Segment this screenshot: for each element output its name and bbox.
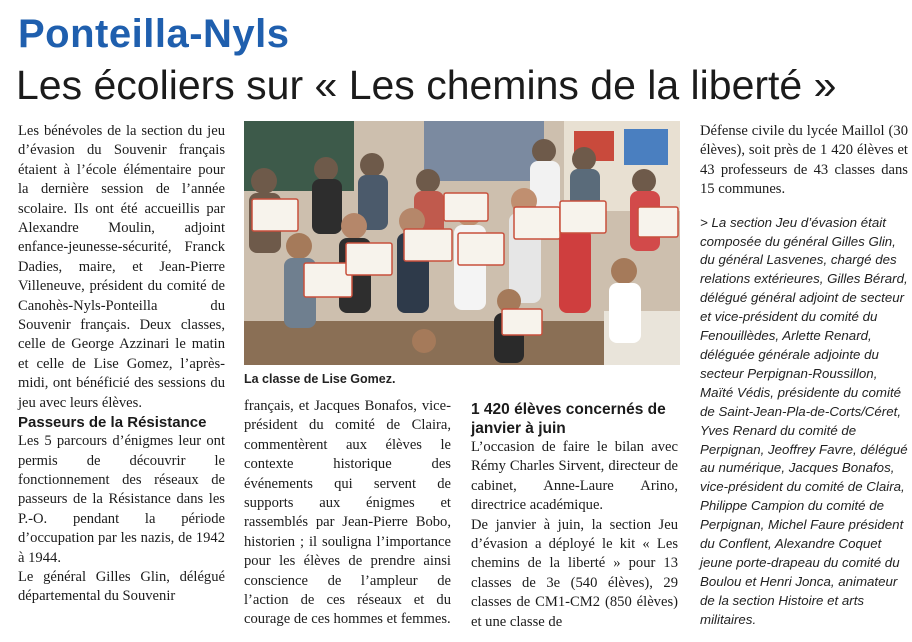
- section-kicker: Ponteilla-Nyls: [18, 12, 290, 56]
- body-paragraph: Défense civile du lycée Maillol (30 élèves), soit près de 1 420 élèves et 43 professeurs de 43 classes dans 15 communes.: [700, 123, 908, 198]
- photo-caption: La classe de Lise Gomez.: [244, 372, 396, 386]
- subheading: 1 420 élèves concernés de janvier à juin: [471, 401, 666, 437]
- article-column-3: [471, 400, 678, 632]
- body-paragraph: Les 5 parcours d’énigmes leur ont permis de découvrir le fonctionnement des réseaux de passeurs de la Résistance dans les P.-O. pendant la période d’occupation par les nazis, de 1942 à 1944.: [18, 433, 225, 566]
- sidebar-note: > La section Jeu d’évasion était composée du général Gilles Glin, du général Lasvenes, chargé des relations extérieures, Gilles Bérard, délégué général adjoint de secteur et vice-président du comité du Fenouillèdes, Arlette Renard, déléguée générale adjointe du secteur Perpignan-Roussillon, Maïté Védis, présidente du comité de Saint-Jean-Pla-de-Corts/Céret, Yves Renard du comité de Perpignan, Jeoffrey Favre, délégué au numérique, Jacques Bonafos, vice-président du comité de Claira, Philippe Campion du comité de Perpignan, Michel Faure président du Conflent, Alexandre Coquet jeune porte-drapeau du comité du Boulou et Henri Jonca, animateur de la section Histoire et arts militaires.: [700, 214, 908, 627]
- body-paragraph: Les bénévoles de la section du jeu d’évasion du Souvenir français étaient à l’école élémentaire pour la dernière session de l’année scolaire. Ils ont été accueillis par Alexandre Moulin, adjoint enfance-jeunesse-sécurité, Franck Dadies, maire, et Jean-Pierre Villeneuve, président du comité de Canohès-Nyls-Ponteilla du Souvenir français. Deux classes, celle de George Azzinari le matin et celle de Lise Gomez, l’après-midi, ont bénéficié des sessions du jeu avec leurs élèves.: [18, 123, 225, 411]
- article-column-1: [18, 122, 225, 607]
- article-column-4: [700, 122, 908, 630]
- body-paragraph: français, et Jacques Bonafos, vice-président du comité de Claira, commentèrent aux élèves le contexte historique des événements qui servent de supports aux énigmes et rassemblés par Jean-Pierre Bobo, historien ; il souligna l’importance pour les élèves de prendre ainsi conscience de l’ampleur de l’action de ces réseaux et du courage de ces hommes et femmes.: [244, 398, 451, 628]
- body-paragraph: L’occasion de faire le bilan avec Rémy Charles Sirvent, directeur de cabinet, Anne-Laure Arino, directrice académique.: [471, 439, 678, 514]
- article-column-2: [244, 397, 451, 630]
- subheading: Passeurs de la Résistance: [18, 414, 207, 432]
- class-photo: [244, 121, 680, 365]
- body-paragraph: De janvier à juin, la section Jeu d’évasion a déployé le kit « Les chemins de la liberté » pour 13 classes de 3e (540 élèves), 29 classes de CM1-CM2 (850 élèves) et une classe de: [471, 516, 678, 630]
- body-paragraph: Le général Gilles Glin, délégué départemental du Souvenir: [18, 568, 225, 605]
- class-photo-illustration: [244, 121, 680, 365]
- article-headline: Les écoliers sur « Les chemins de la liberté »: [16, 62, 837, 108]
